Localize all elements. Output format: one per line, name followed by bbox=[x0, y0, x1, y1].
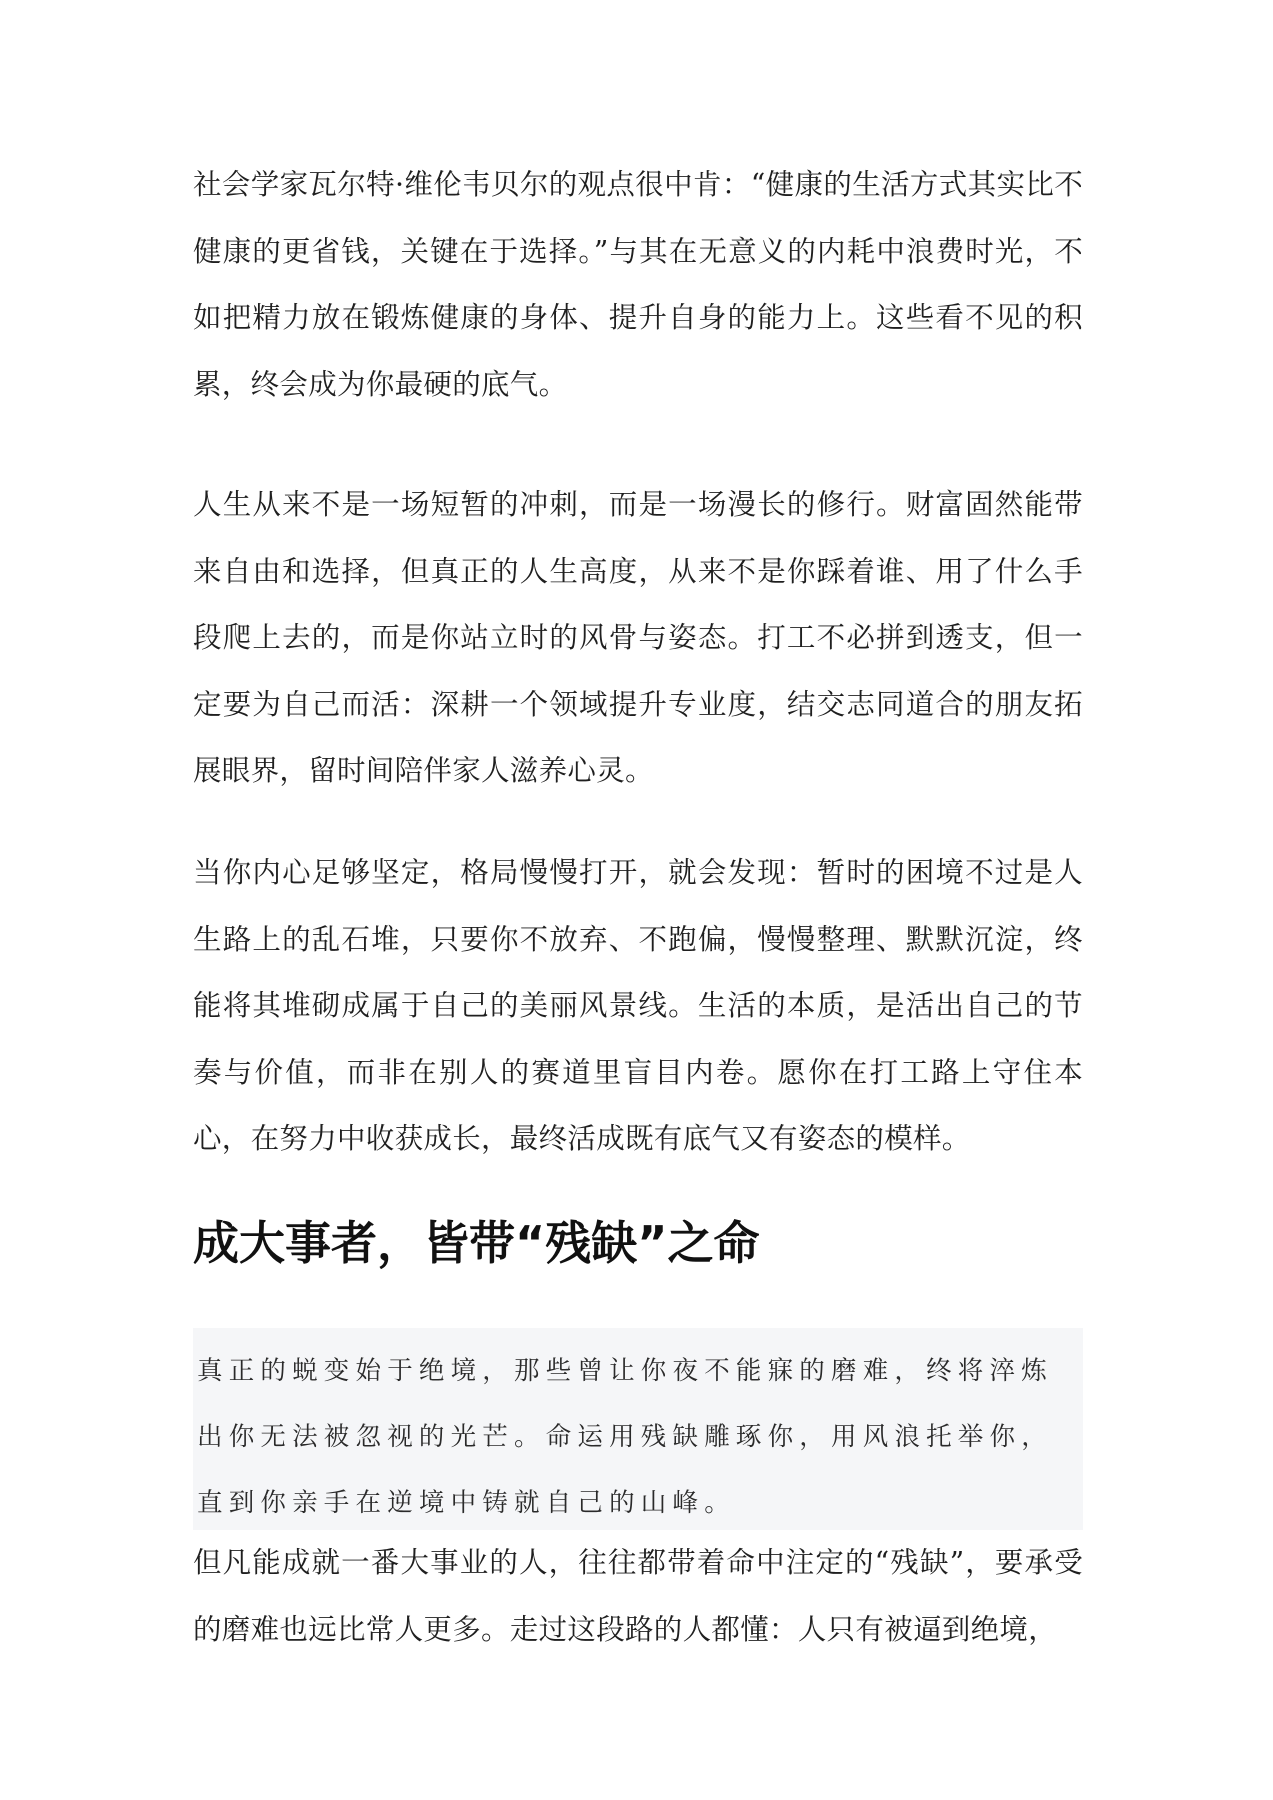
quote-text: 真正的蜕变始于绝境，那些曾让你夜不能寐的磨难，终将淬炼出你无法被忽视的光芒。命运用残缺雕琢你，用风浪托举你，直到你亲手在逆境中铸就自己的山峰。 bbox=[197, 1356, 1053, 1518]
paragraph-great-achievers: 但凡能成就一番大事业的人，往往都带着命中注定的“残缺”，要承受的磨难也远比常人更多。走过这段路的人都懂：人只有被逼到绝境， bbox=[193, 1546, 1083, 1646]
paragraph-health-choice: 社会学家瓦尔特·维伦韦贝尔的观点很中肯：“健康的生活方式其实比不健康的更省钱，关键在于选择。”与其在无意义的内耗中浪费时光，不如把精力放在锻炼健康的身体、提升自身的能力上。这些看不见的积累，终会成为你最硬的底气。 bbox=[193, 168, 1083, 401]
paragraph-life-journey: 人生从来不是一场短暂的冲刺，而是一场漫长的修行。财富固然能带来自由和选择，但真正的人生高度，从来不是你踩着谁、用了什么手段爬上去的，而是你站立时的风骨与姿态。打工不必拼到透支，但一定要为自己而活：深耕一个领域提升专业度，结交志同道合的朋友拓展眼界，留时间陪伴家人滋养心灵。 bbox=[193, 488, 1083, 787]
quote-block bbox=[193, 1328, 1083, 1530]
paragraph-inner-strength: 当你内心足够坚定，格局慢慢打开，就会发现：暂时的困境不过是人生路上的乱石堆，只要你不放弃、不跑偏，慢慢整理、默默沉淀，终能将其堆砌成属于自己的美丽风景线。生活的本质，是活出自己的节奏与价值，而非在别人的赛道里盲目内卷。愿你在打工路上守住本心，在努力中收获成长，最终活成既有底气又有姿态的模样。 bbox=[193, 856, 1083, 1155]
section-heading: 成大事者，皆带“残缺”之命 bbox=[193, 1216, 760, 1270]
